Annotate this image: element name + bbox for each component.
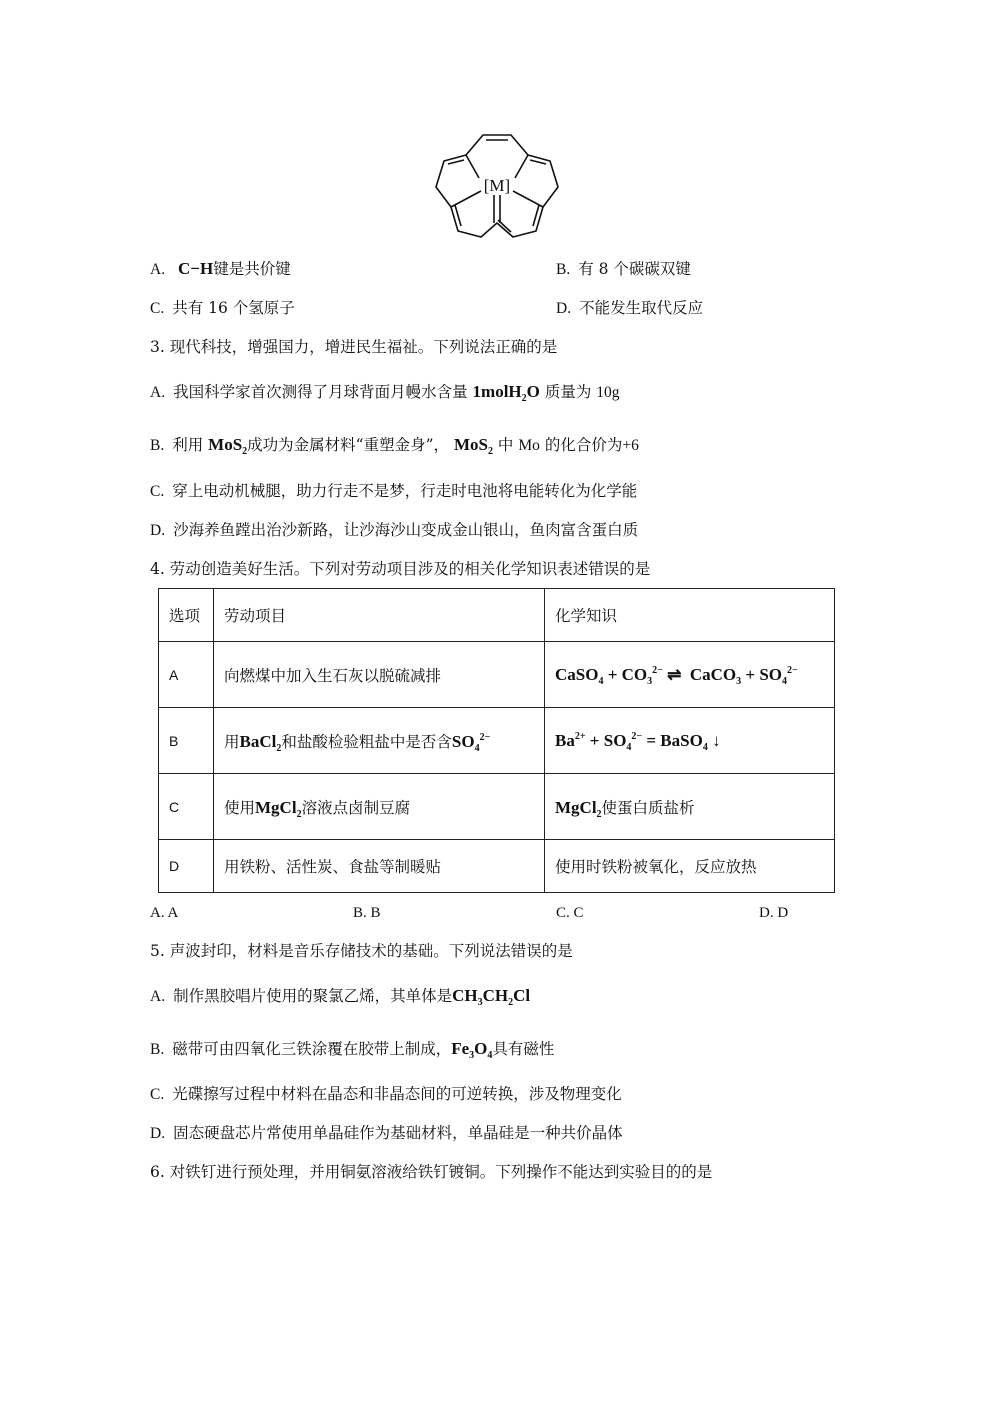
- table-cell-knowledge: 使用时铁粉被氧化，反应放热: [545, 840, 835, 893]
- table-row: [159, 840, 835, 893]
- q2-option-c: C. 共有 16 个氢原子: [150, 299, 295, 317]
- table-cell-project: 向燃煤中加入生石灰以脱硫减排: [214, 642, 545, 708]
- table-cell-knowledge: $Ba^{2+} + SO_4^{2-}$ = BaSO$_4$ ↓: [545, 708, 835, 774]
- q5-stem: 5. 声波封印，材料是音乐存储技术的基础。下列说法错误的是: [150, 942, 573, 960]
- q4-choice-a: A. A: [150, 905, 179, 921]
- q3-stem: 3. 现代科技，增强国力，增进民生福祉。下列说法正确的是: [150, 338, 558, 356]
- table-cell-option: A: [159, 642, 214, 708]
- table-cell-project: 用BaCl$_2$和盐酸检验粗盐中是否含$SO_4^{2-}$: [214, 708, 545, 774]
- table-header: 化学知识: [545, 589, 835, 642]
- q3-option-a: A. 我国科学家首次测得了月球背面月幔水含量 1molH$_2$O 质量为 10g: [150, 382, 620, 404]
- q3-option-d: D. 沙海养鱼蹚出治沙新路，让沙海沙山变成金山银山，鱼肉富含蛋白质: [150, 521, 639, 539]
- table-cell-project: 使用MgCl$_2$溶液点卤制豆腐: [214, 774, 545, 840]
- table-cell-knowledge: MgCl$_2$使蛋白质盐析: [545, 774, 835, 840]
- q3-option-b: B. 利用 MoS$_2$成功为金属材料“重塑金身”， MoS$_2$ 中 Mo 的化合价为+6: [150, 435, 639, 457]
- q4-choice-c: C. C: [556, 905, 584, 921]
- table-cell-project: 用铁粉、活性炭、食盐等制暖贴: [214, 840, 545, 893]
- table-cell-knowledge: CaSO$_4$ + $CO_3^{2-}$ ⇌ CaCO$_3$ + $SO_4^{2-}$: [545, 642, 835, 708]
- q5-option-b: B. 磁带可由四氧化三铁涂覆在胶带上制成，$Fe_3O_4$具有磁性: [150, 1039, 555, 1061]
- table-header-row: [159, 589, 835, 642]
- table-header: 选项: [159, 589, 214, 642]
- table-cell-option: B: [159, 708, 214, 774]
- table-row: [159, 642, 835, 708]
- q4-choice-b: B. B: [353, 905, 381, 921]
- table-row: [159, 708, 835, 774]
- q4-choice-d: D. D: [759, 905, 789, 921]
- table-cell-option: C: [159, 774, 214, 840]
- q5-option-d: D. 固态硬盘芯片常使用单晶硅作为基础材料，单晶硅是一种共价晶体: [150, 1124, 623, 1142]
- q3-option-c: C. 穿上电动机械腿，助力行走不是梦，行走时电池将电能转化为化学能: [150, 482, 638, 500]
- q4-stem: 4. 劳动创造美好生活。下列对劳动项目涉及的相关化学知识表述错误的是: [150, 560, 651, 578]
- q5-option-a: A. 制作黑胶唱片使用的聚氯乙烯，其单体是$CH_3CH_2Cl$: [150, 986, 531, 1008]
- formula-mos2: MoS$_2$: [453, 435, 493, 457]
- q2-option-a: A. C−H键是共价键: [150, 259, 291, 278]
- formula-water: 1molH$_2$O: [472, 382, 540, 404]
- table-cell-option: D: [159, 840, 214, 893]
- metal-complex-structure-figure: [433, 123, 561, 245]
- formula-fe3o4: $Fe_3O_4$: [451, 1039, 493, 1061]
- q6-stem: 6. 对铁钉进行预处理，并用铜氨溶液给铁钉镀铜。下列操作不能达到实验目的的是: [150, 1163, 713, 1181]
- table-row: [159, 774, 835, 840]
- q2-option-b: B. 有 8 个碳碳双键: [556, 260, 691, 278]
- metal-label: [M]: [483, 176, 511, 195]
- labor-chemistry-table: [158, 588, 835, 893]
- q5-option-c: C. 光碟擦写过程中材料在晶态和非晶态间的可逆转换，涉及物理变化: [150, 1085, 622, 1103]
- formula-chloroethane: $CH_3CH_2Cl$: [452, 986, 531, 1008]
- formula-mos2: MoS$_2$: [208, 435, 248, 457]
- q2-option-d: D. 不能发生取代反应: [556, 299, 704, 317]
- table-header: 劳动项目: [214, 589, 545, 642]
